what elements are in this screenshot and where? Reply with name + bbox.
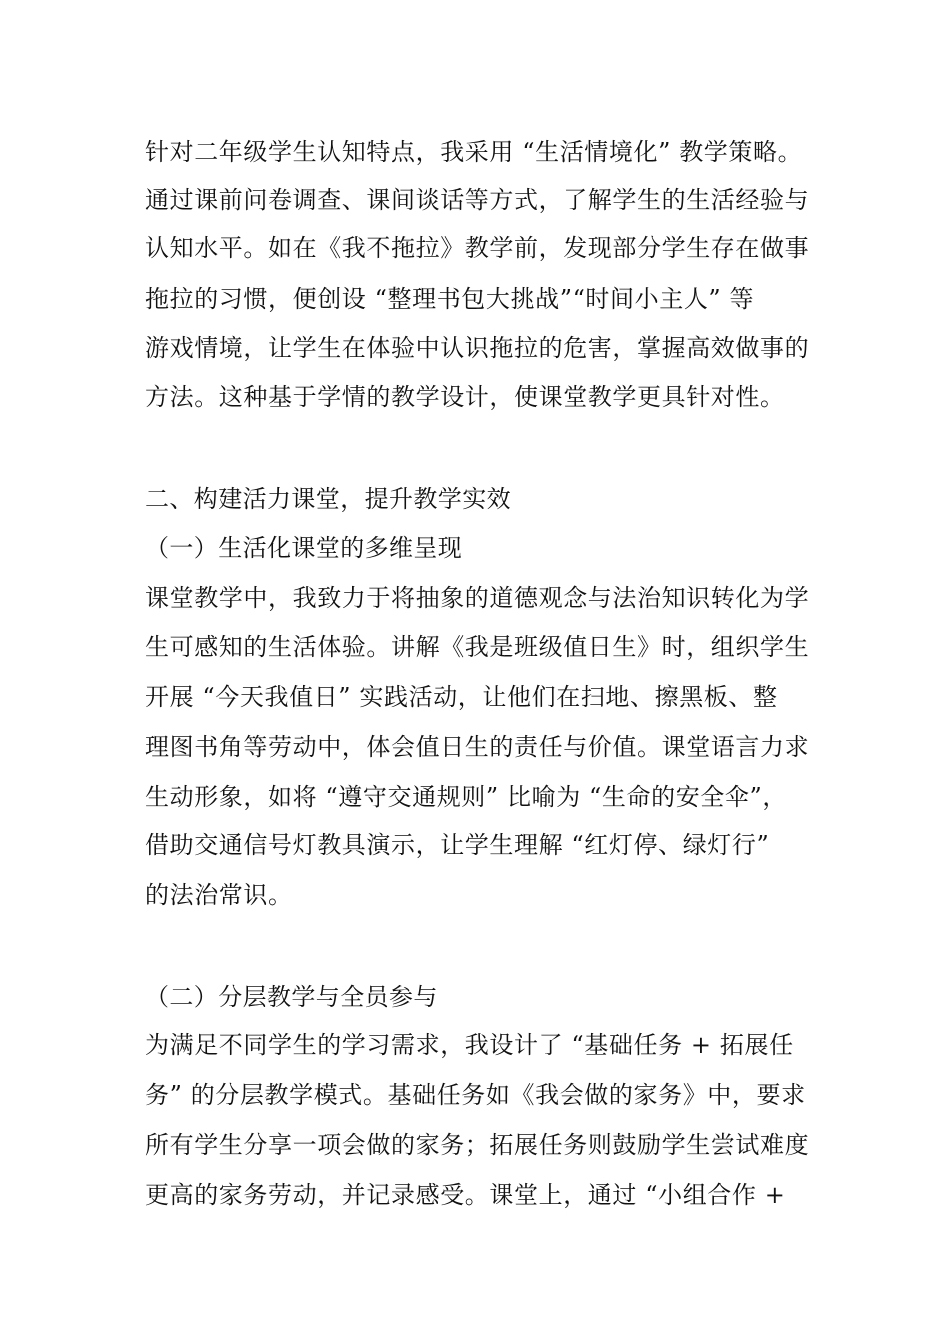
paragraph-line: 游戏情境，让学生在体验中认识拖拉的危害，掌握高效做事的: [145, 334, 810, 362]
subsection-heading: （一）生活化课堂的多维呈现: [145, 534, 463, 562]
paragraph-line: 务” 的分层教学模式。基础任务如《我会做的家务》中，要求: [145, 1081, 806, 1109]
paragraph-line: 借助交通信号灯教具演示，让学生理解 “红灯停、绿灯行”: [145, 831, 770, 859]
subsection-heading: （二）分层教学与全员参与: [145, 983, 438, 1011]
paragraph-line: 所有学生分享一项会做的家务；拓展任务则鼓励学生尝试难度: [145, 1131, 810, 1159]
section-heading: 二、构建活力课堂，提升教学实效: [145, 485, 511, 513]
paragraph-line: 认知水平。如在《我不拖拉》教学前，发现部分学生存在做事: [145, 234, 810, 262]
paragraph-line: 针对二年级学生认知特点，我采用 “生活情境化” 教学策略。: [145, 138, 803, 166]
paragraph-line: 理图书角等劳动中，体会值日生的责任与价值。课堂语言力求: [145, 733, 810, 761]
paragraph-line: 的法治常识。: [145, 881, 293, 909]
paragraph-line: 生动形象，如将 “遵守交通规则” 比喻为 “生命的安全伞”，: [145, 783, 787, 811]
paragraph-line: 开展 “今天我值日” 实践活动，让他们在扫地、擦黑板、整: [145, 683, 778, 711]
paragraph-line: 课堂教学中，我致力于将抽象的道德观念与法治知识转化为学: [145, 584, 810, 612]
paragraph-line: 方法。这种基于学情的教学设计，使课堂教学更具针对性。: [145, 383, 785, 411]
paragraph-line: 为满足不同学生的学习需求，我设计了 “基础任务 + 拓展任: [145, 1031, 794, 1059]
paragraph-line: 通过课前问卷调查、课间谈话等方式，了解学生的生活经验与: [145, 186, 810, 214]
paragraph-line: 拖拉的习惯，便创设 “整理书包大挑战”“时间小主人” 等: [145, 285, 755, 313]
paragraph-line: 生可感知的生活体验。讲解《我是班级值日生》时，组织学生: [145, 633, 810, 661]
paragraph-line: 更高的家务劳动，并记录感受。课堂上，通过 “小组合作 +: [145, 1181, 786, 1209]
